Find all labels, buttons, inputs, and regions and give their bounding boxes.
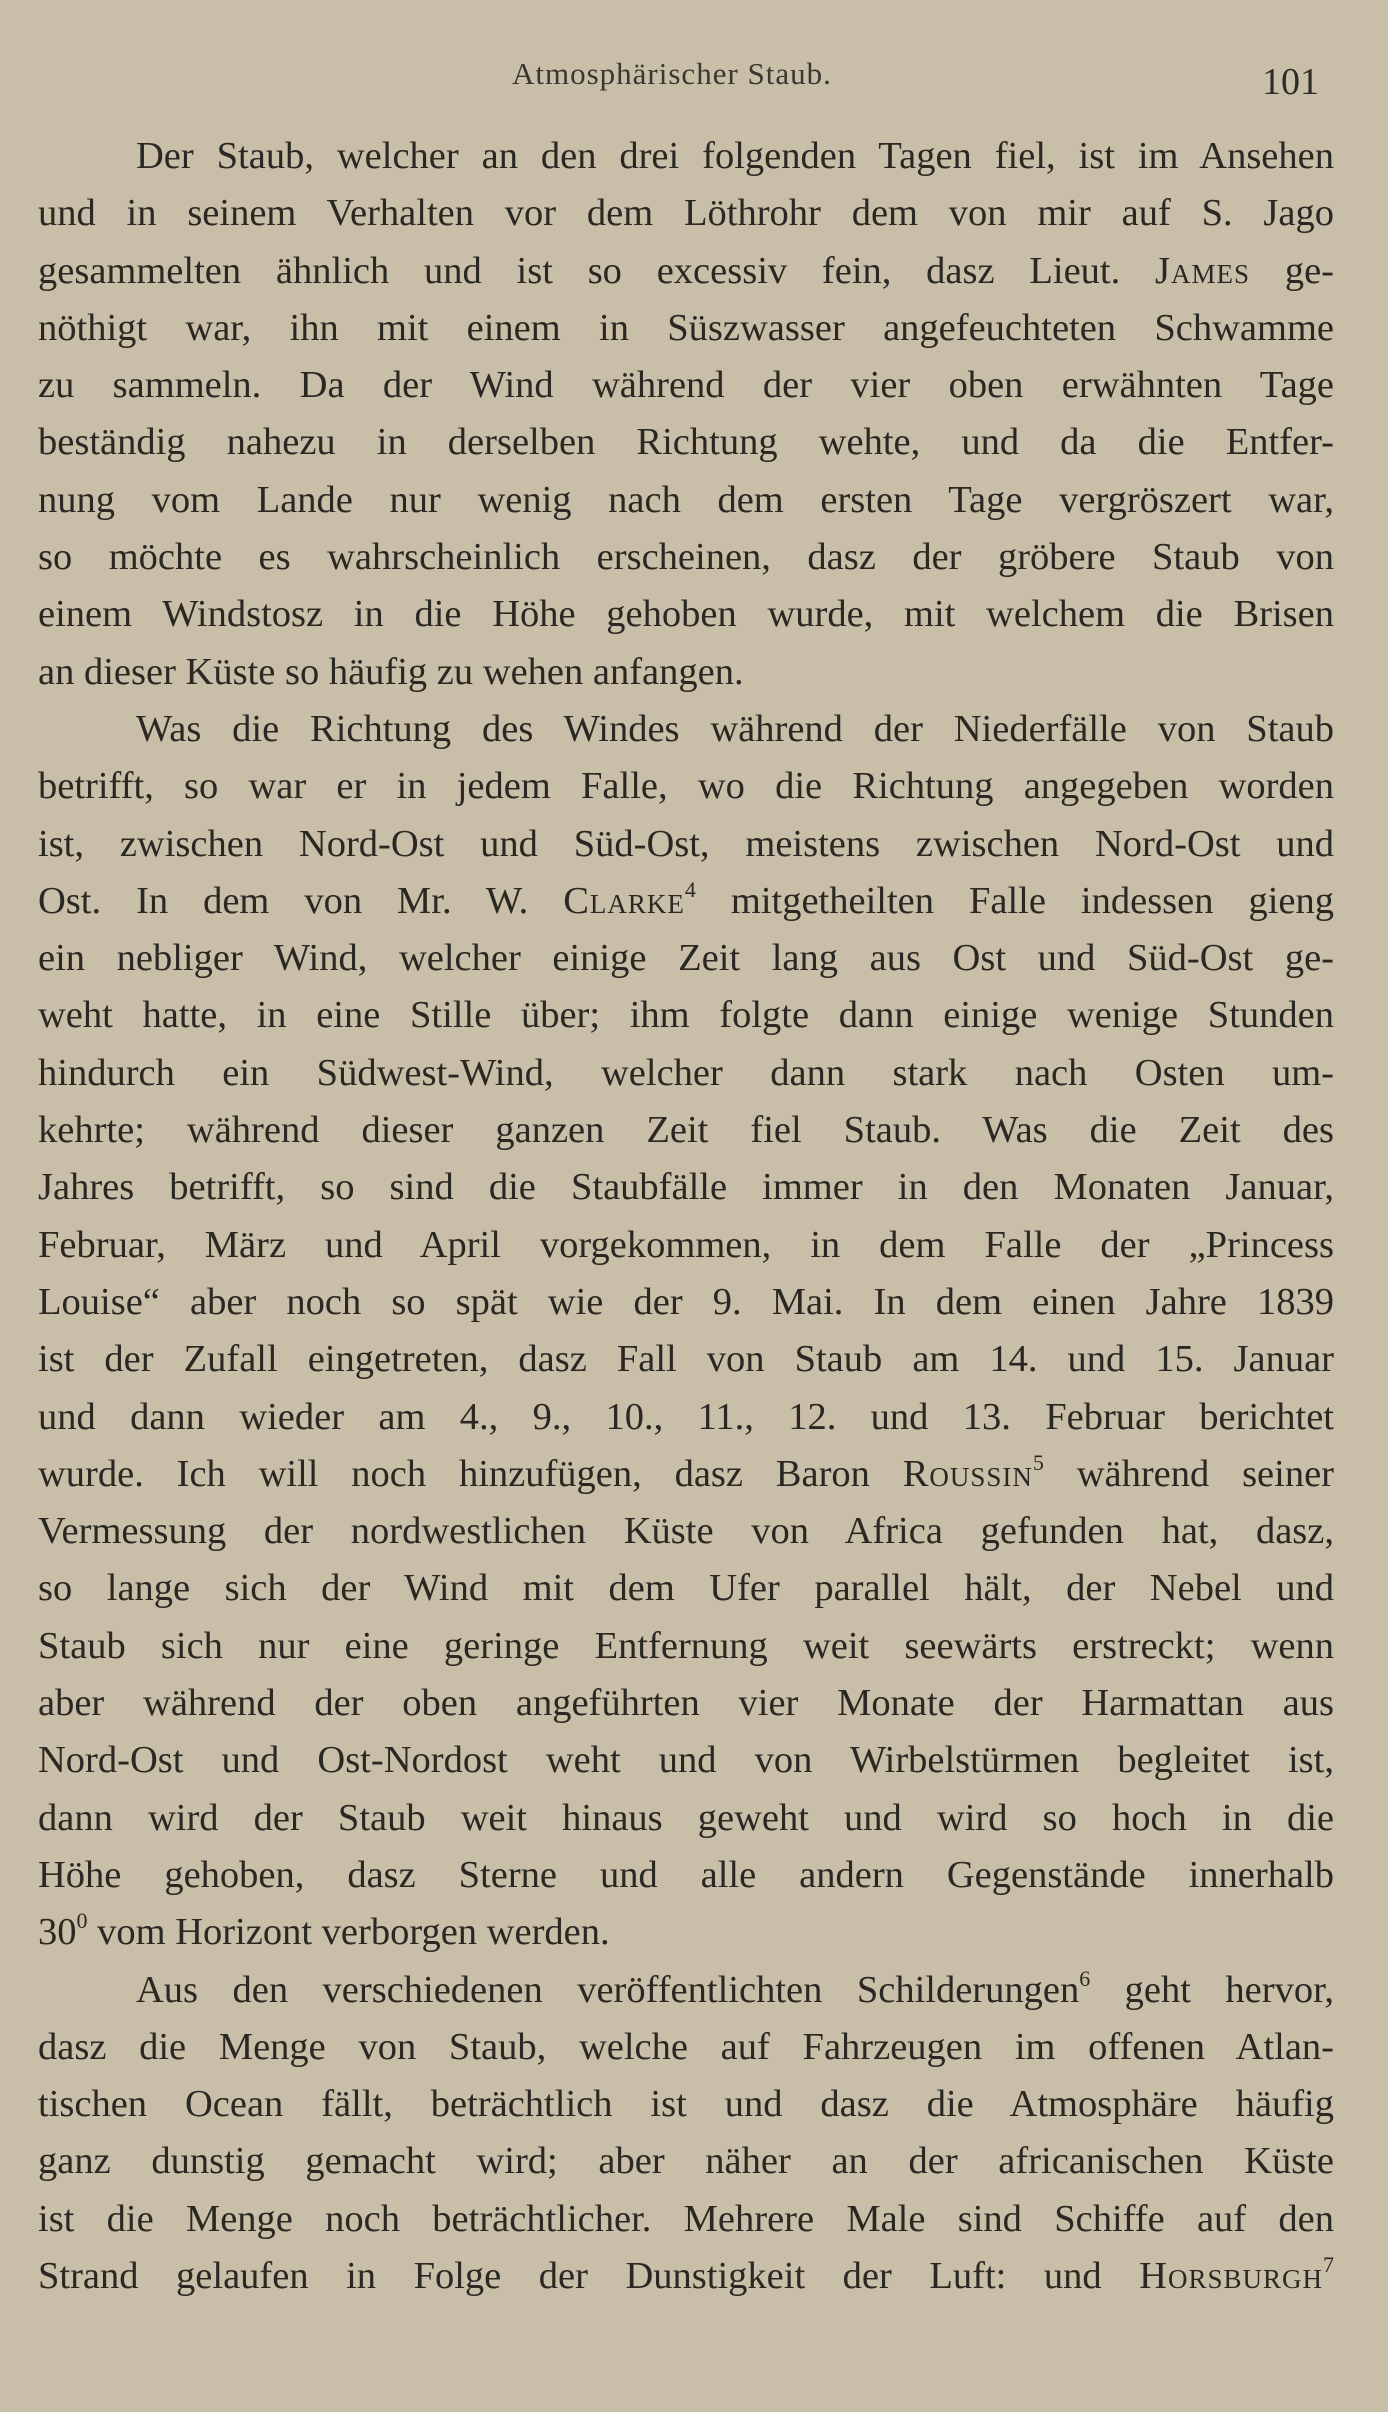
author-name: Roussin [902, 1452, 1033, 1495]
text-segment: Nord-Ost und Ost-Nordost weht und von Wirbelstürmen begleitet ist, [38, 1739, 1334, 1782]
text-line [38, 758, 1334, 815]
text-segment: während seiner [1043, 1452, 1334, 1495]
author-name: Horsburgh [1139, 2254, 1323, 2297]
text-segment: dasz die Menge von Staub, welche auf Fahrzeugen im offenen Atlan- [38, 2025, 1334, 2068]
text-segment: so lange sich der Wind mit dem Ufer parallel hält, der Nebel und [38, 1567, 1334, 1610]
paragraph-first-line [38, 128, 1334, 185]
text-segment: ganz dunstig gemacht wird; aber näher an der africanischen Küste [38, 2140, 1334, 2183]
text-segment: wurde. Ich will noch hinzufügen, dasz Baron [38, 1452, 903, 1495]
text-segment: und dann wieder am 4., 9., 10., 11., 12. und 13. Februar berichtet [38, 1395, 1334, 1438]
text-line [38, 2019, 1334, 2076]
text-line [38, 472, 1334, 529]
text-segment: Louise“ aber noch so spät wie der 9. Mai. In dem einen Jahre 1839 [38, 1280, 1334, 1323]
text-line [38, 2133, 1334, 2190]
text-segment: einem Windstosz in die Höhe gehoben wurde, mit welchem die Brisen [38, 593, 1334, 636]
text-line [38, 1274, 1334, 1331]
text-line [38, 644, 1334, 701]
text-segment: Jahres betrifft, so sind die Staubfälle immer in den Monaten Januar, [38, 1166, 1334, 1209]
text-segment: Aus den verschiedenen veröffentlichten Schilderungen [136, 1968, 1080, 2011]
text-line [38, 1446, 1334, 1503]
author-name: Clarke [563, 879, 685, 922]
text-segment: ist der Zufall eingetreten, dasz Fall von Staub am 14. und 15. Januar [38, 1338, 1334, 1381]
text-line [38, 2248, 1334, 2305]
text-segment: ein nebliger Wind, welcher einige Zeit lang aus Ost und Süd-Ost ge- [38, 937, 1334, 980]
text-line [38, 529, 1334, 586]
text-line [38, 816, 1334, 873]
text-segment: Ost. In dem von Mr. W. [38, 879, 564, 922]
footnote-ref: 4 [684, 876, 696, 902]
text-segment: tischen Ocean fällt, beträchtlich ist und dasz die Atmosphäre häufig [38, 2083, 1334, 2126]
paragraph-first-line [38, 701, 1334, 758]
text-line [38, 357, 1334, 414]
text-segment: aber während der oben angeführten vier Monate der Harmattan aus [38, 1682, 1334, 1725]
author-name: James [1155, 249, 1251, 292]
text-segment: Höhe gehoben, dasz Sterne und alle andern Gegenstände innerhalb [38, 1853, 1334, 1896]
text-segment: Staub sich nur eine geringe Entfernung weit seewärts erstreckt; wenn [38, 1624, 1334, 1667]
text-segment: so möchte es wahrscheinlich erscheinen, dasz der gröbere Staub von [38, 536, 1334, 579]
text-line [38, 1389, 1334, 1446]
text-segment: betrifft, so war er in jedem Falle, wo die Richtung angegeben worden [38, 765, 1334, 808]
text-segment: geht hervor, [1090, 1968, 1334, 2011]
text-segment: hindurch ein Südwest-Wind, welcher dann stark nach Osten um- [38, 1051, 1334, 1094]
text-segment: weht hatte, in eine Stille über; ihm folgte dann einige wenige Stunden [38, 994, 1334, 1037]
text-line [38, 930, 1334, 987]
text-segment: dann wird der Staub weit hinaus geweht und wird so hoch in die [38, 1796, 1334, 1839]
text-line [38, 1331, 1334, 1388]
footnote-ref: 7 [1323, 2251, 1334, 2277]
text-line [38, 1732, 1334, 1789]
text-line [38, 1045, 1334, 1102]
text-line [38, 586, 1334, 643]
text-line [38, 1904, 1334, 1961]
text-line [38, 1675, 1334, 1732]
text-line [38, 987, 1334, 1044]
text-segment: gesammelten ähnlich und ist so excessiv fein, dasz Lieut. [38, 249, 1156, 292]
text-segment: mitgetheilten Falle indessen gieng [695, 879, 1334, 922]
footnote-ref: 6 [1079, 1965, 1091, 1991]
text-line [38, 1159, 1334, 1216]
text-segment: beständig nahezu in derselben Richtung wehte, und da die Entfer- [38, 421, 1334, 464]
text-line [38, 414, 1334, 471]
text-line [38, 243, 1334, 300]
text-line [38, 2076, 1334, 2133]
text-segment: ist die Menge noch beträchtlicher. Mehrere Male sind Schiffe auf den [38, 2197, 1334, 2240]
text-segment: nöthigt war, ihn mit einem in Süszwasser angefeuchteten Schwamme [38, 306, 1334, 349]
text-segment: ge- [1250, 249, 1334, 292]
text-segment: ist, zwischen Nord-Ost und Süd-Ost, meistens zwischen Nord-Ost und [38, 822, 1334, 865]
text-segment: kehrte; während dieser ganzen Zeit fiel Staub. Was die Zeit des [38, 1109, 1334, 1152]
text-line [38, 1847, 1334, 1904]
text-line [38, 873, 1334, 930]
text-line [38, 1217, 1334, 1274]
text-segment: 30 [38, 1911, 77, 1954]
text-segment: nung vom Lande nur wenig nach dem ersten Tage vergröszert war, [38, 478, 1334, 521]
text-segment: Vermessung der nordwestlichen Küste von Africa gefunden hat, dasz, [38, 1510, 1334, 1553]
text-segment: und in seinem Verhalten vor dem Löthrohr dem von mir auf S. Jago [38, 192, 1334, 235]
text-segment: Februar, März und April vorgekommen, in dem Falle der „Princess [38, 1223, 1334, 1266]
body-text [38, 128, 1334, 2305]
text-line [38, 300, 1334, 357]
text-segment: vom Horizont verborgen werden. [87, 1911, 610, 1954]
text-line [38, 1560, 1334, 1617]
text-segment: Der Staub, welcher an den drei folgenden Tagen fiel, ist im Ansehen [136, 135, 1334, 177]
page-header [0, 52, 1388, 112]
text-segment: an dieser Küste so häufig zu wehen anfangen. [38, 650, 744, 693]
paragraph-first-line [38, 1962, 1334, 2019]
running-head: Atmosphärischer Staub. [512, 56, 832, 91]
text-line [38, 1503, 1334, 1560]
text-line [38, 1618, 1334, 1675]
text-segment: Strand gelaufen in Folge der Dunstigkeit der Luft: und [38, 2254, 1140, 2297]
text-segment: Was die Richtung des Windes während der Niederfälle von Staub [136, 707, 1334, 750]
text-line [38, 185, 1334, 242]
text-line [38, 1102, 1334, 1159]
footnote-ref: 5 [1032, 1449, 1044, 1475]
text-line [38, 1790, 1334, 1847]
footnote-ref: 0 [76, 1908, 88, 1934]
text-line [38, 2191, 1334, 2248]
text-segment: zu sammeln. Da der Wind während der vier oben erwähnten Tage [38, 364, 1334, 407]
page-number: 101 [1262, 61, 1319, 103]
